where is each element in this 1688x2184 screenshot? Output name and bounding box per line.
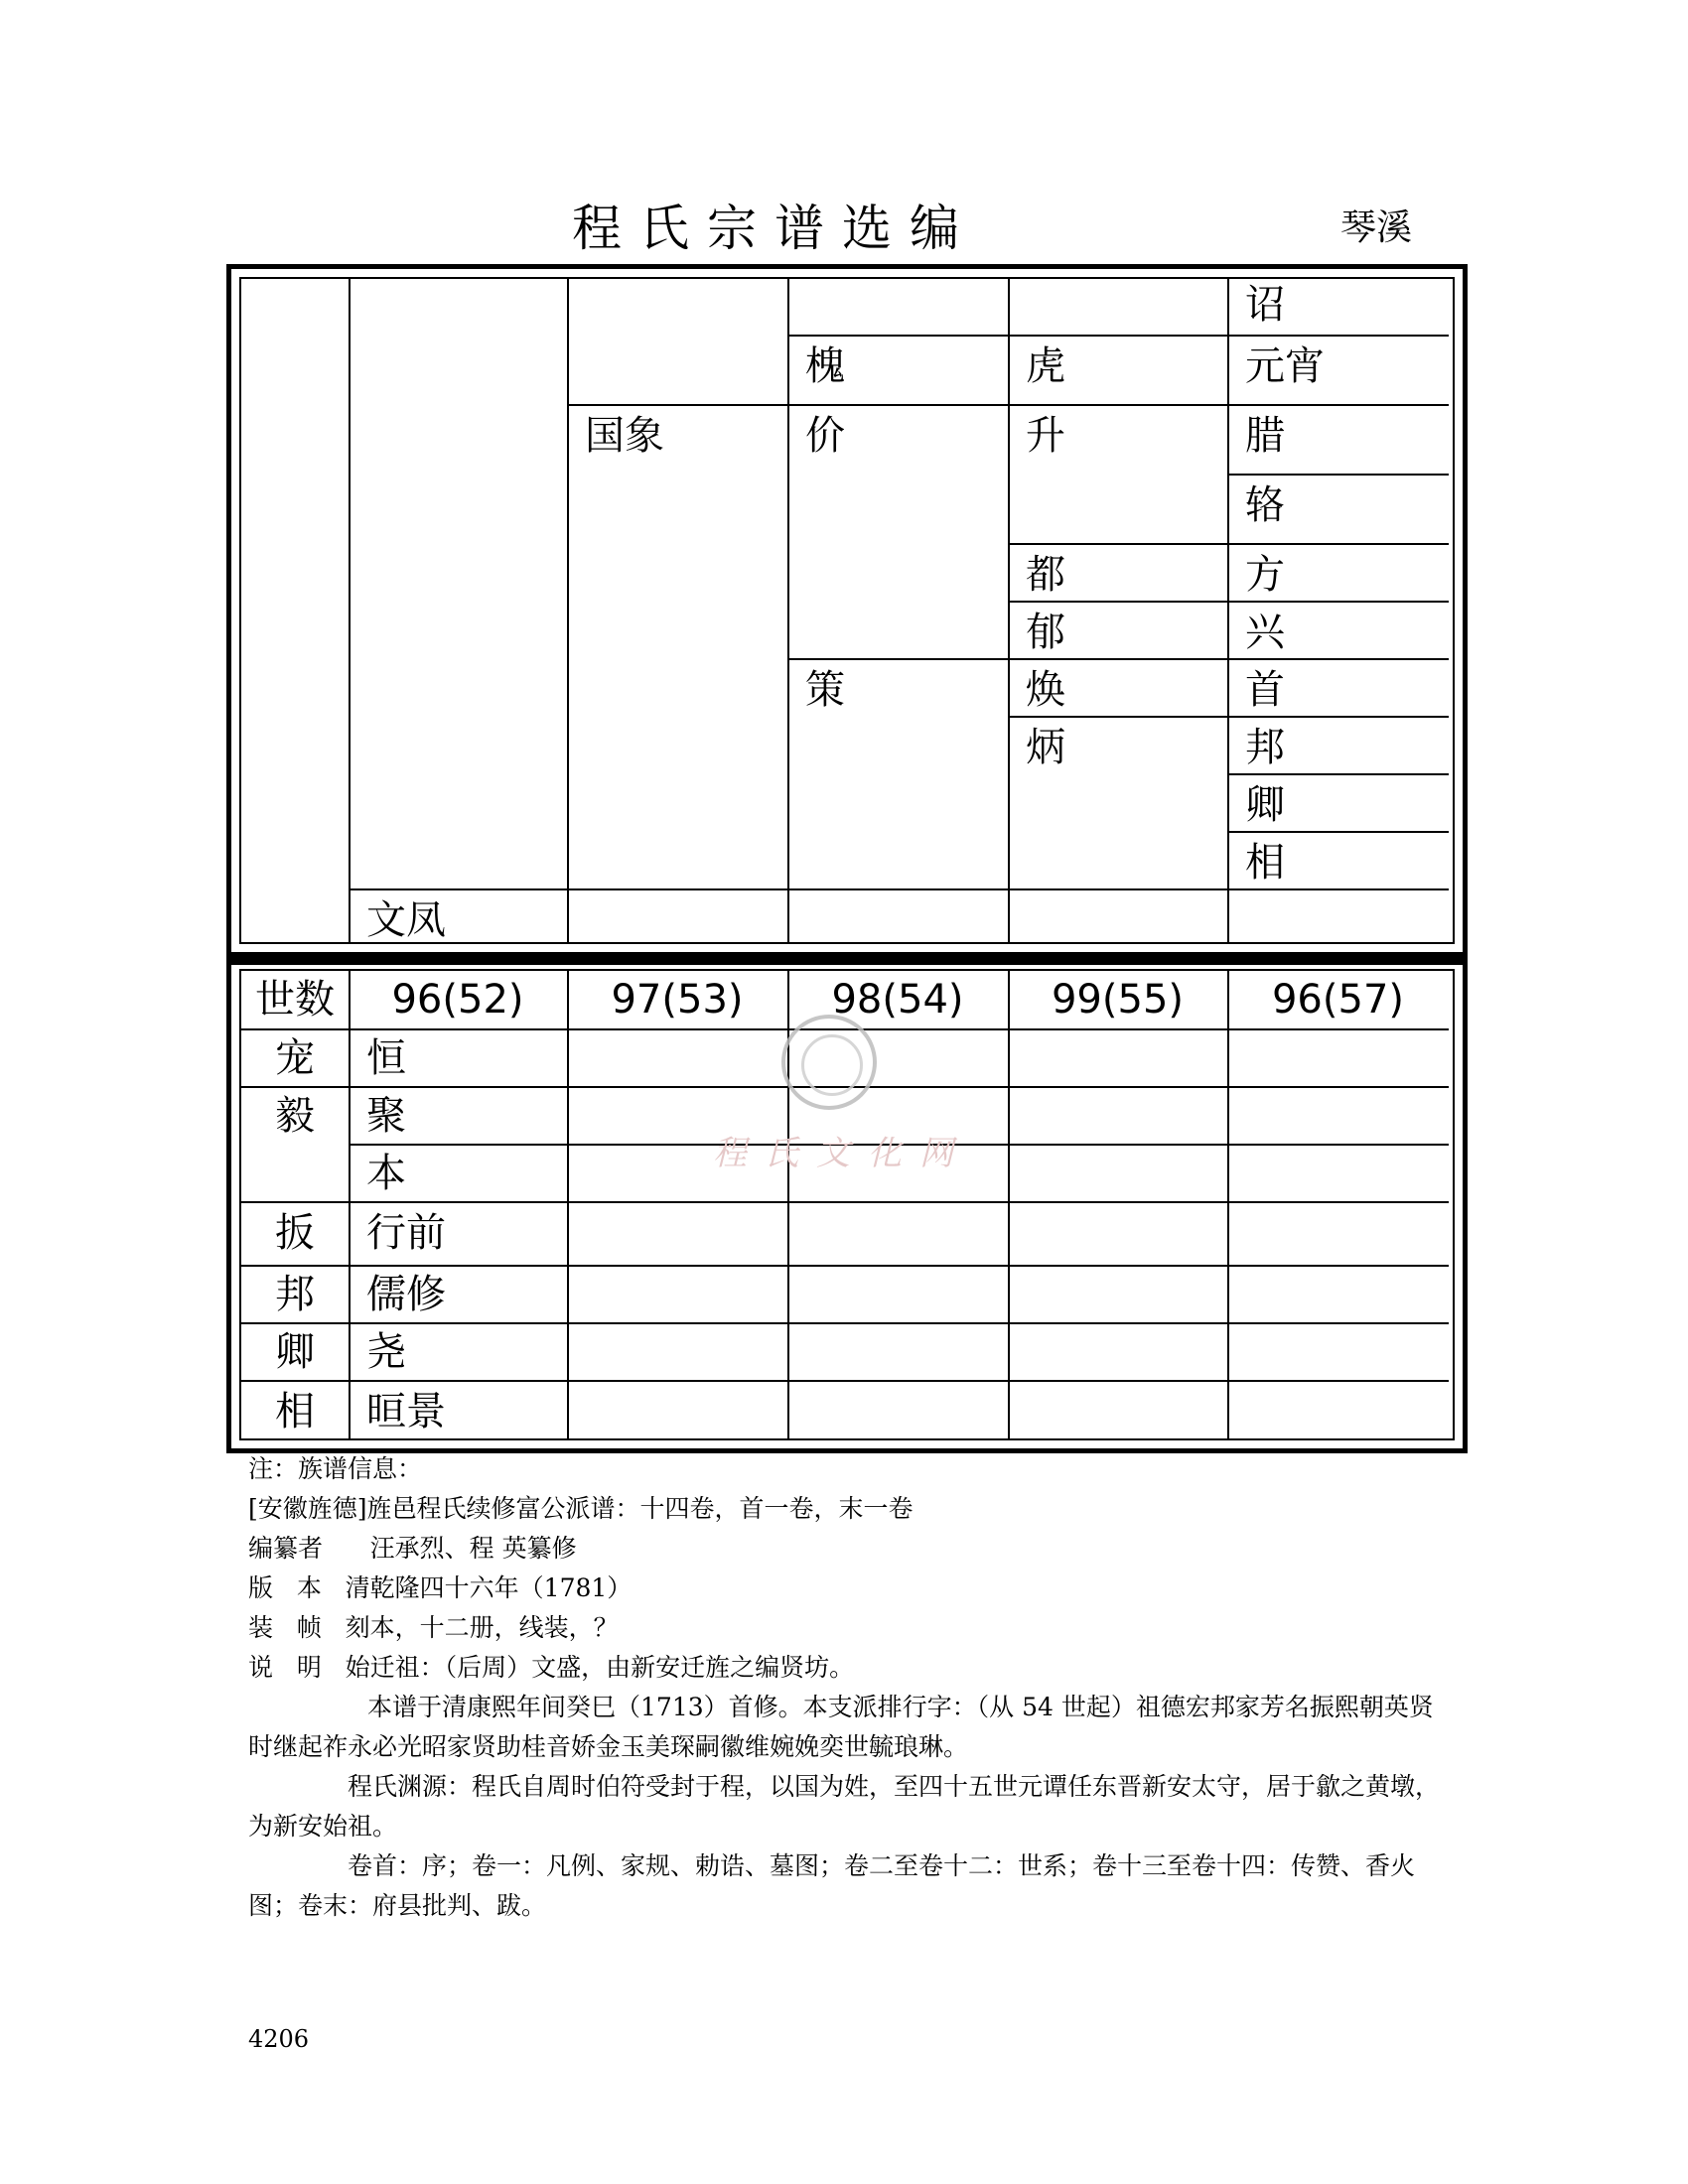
lineage-char: 卿 [275, 1329, 315, 1375]
tree-name: 卿 [1245, 782, 1285, 828]
generation-header: 98(54) [831, 977, 964, 1023]
tree-name: 升 [1026, 413, 1065, 459]
tree-name: 腊 [1245, 413, 1285, 459]
row-name: 儒修 [366, 1272, 446, 1317]
generation-header: 96(52) [391, 977, 524, 1023]
tree-name: 虎 [1026, 343, 1065, 389]
notes-paragraph: 程氏渊源：程氏自周时伯符受封于程，以国为姓，至四十五世元谭任东晋新安太守，居于歙之黄墩，为新安始祖。 [248, 1772, 1441, 1841]
lineage-char: 扳 [275, 1210, 315, 1256]
lineage-char: 相 [275, 1389, 315, 1434]
row-name: 晅景 [366, 1389, 446, 1434]
notes-paragraph: 本谱于清康熙年间癸巳（1713）首修。本支派排行字：（从 54 世起）祖德宏邦家芳名振熙朝英贤时继起祚永必光昭家贤助桂音娇金玉美琛嗣徽维婉娩奕世毓琅琳。 [248, 1693, 1434, 1761]
tree-name: 槐 [805, 343, 845, 389]
lineage-char: 宠 [275, 1035, 315, 1081]
notes-line: 装 帧 刻本，十二册，线装，？ [248, 1613, 619, 1642]
notes-paragraph: 卷首：序；卷一：凡例、家规、勅诰、墓图；卷二至卷十二：世系；卷十三至卷十四：传赞、香火图；卷末：府县批判、跋。 [248, 1851, 1416, 1920]
seal-icon [781, 1015, 877, 1110]
tree-name: 价 [805, 413, 845, 459]
tree-name: 策 [805, 667, 845, 713]
tree-name: 国象 [585, 413, 664, 459]
generation-header: 99(55) [1051, 977, 1184, 1023]
tree-name: 相 [1245, 840, 1285, 886]
tree-name: 元宵 [1245, 343, 1325, 389]
tree-name: 兴 [1245, 610, 1285, 655]
tree-name: 邦 [1245, 725, 1285, 770]
lineage-char: 邦 [275, 1272, 315, 1317]
tree-name: 辂 [1245, 482, 1285, 528]
tree-name: 文凤 [366, 897, 446, 943]
notes-line: 编纂者 汪承烈、程 英纂修 [248, 1534, 577, 1563]
tree-name: 焕 [1026, 667, 1065, 713]
tree-name: 都 [1026, 552, 1065, 598]
generation-header: 96(57) [1271, 977, 1404, 1023]
row-name: 本 [366, 1151, 406, 1196]
row-name: 聚 [366, 1093, 406, 1139]
page-number: 4206 [248, 2025, 310, 2053]
tree-name: 炳 [1026, 725, 1065, 770]
place-name: 琴溪 [1340, 207, 1413, 248]
page-title: 程氏宗谱选编 [572, 200, 977, 257]
row-name: 行前 [366, 1210, 446, 1256]
notes-line: [安徽旌德]旌邑程氏续修富公派谱：十四卷，首一卷，末一卷 [248, 1494, 914, 1523]
tree-name: 方 [1245, 552, 1285, 598]
notes-line: 注：族谱信息： [248, 1454, 423, 1483]
row-name: 尧 [366, 1329, 406, 1375]
tree-name: 首 [1245, 667, 1285, 713]
genealogy-tree [226, 264, 1468, 957]
watermark: 程氏文化网 [713, 1134, 971, 1173]
tree-name: 诏 [1245, 282, 1285, 328]
lineage-char: 毅 [275, 1093, 315, 1139]
generation-header: 97(53) [611, 977, 744, 1023]
notes-line: 说 明 始迁祖：（后周）文盛，由新安迁旌之编贤坊。 [248, 1653, 855, 1682]
notes-section [248, 1449, 1450, 1926]
row-name: 恒 [366, 1035, 406, 1081]
generation-label: 世数 [255, 977, 335, 1023]
tree-name: 郁 [1026, 610, 1065, 655]
notes-line: 版 本 清乾隆四十六年（1781） [248, 1573, 633, 1602]
